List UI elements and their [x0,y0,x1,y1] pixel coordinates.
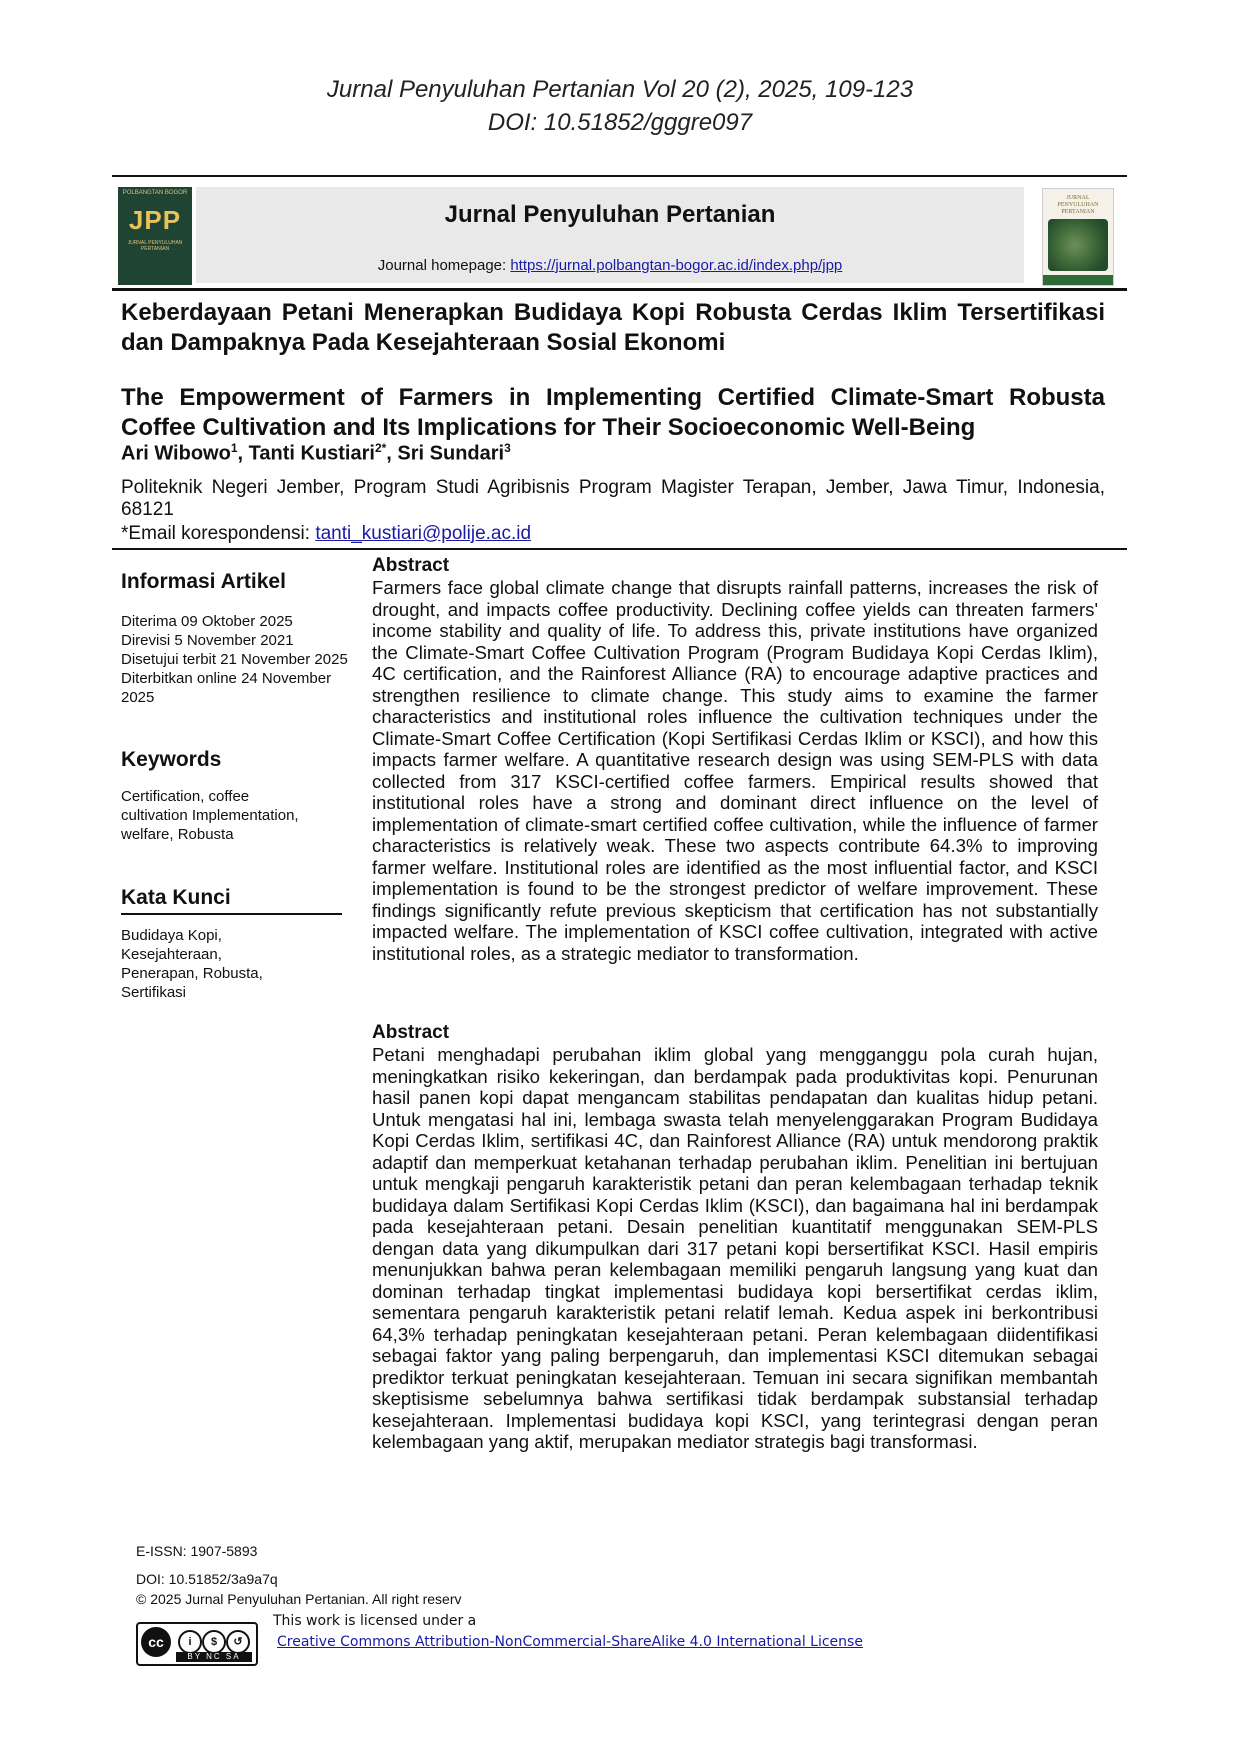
kata-kunci-rule [121,913,342,915]
nc-icon: $ [202,1630,226,1654]
copyright: © 2025 Jurnal Penyuluhan Pertanian. All right reserv [136,1591,462,1607]
footer-doi: DOI: 10.51852/3a9a7q [136,1571,278,1587]
abstract-english-text: Farmers face global climate change that disrupts rainfall patterns, increases the risk of drought, and impacts coffee productivity. Declining coffee yields can threaten farmers' income stability and quality of life. To address this, private institutions have organized the Climate-Smart Coffee Cultivation Program (Program Budidaya Kopi Cerdas Iklim), 4C certification, and the Rainforest Alliance (RA) to encourage adaptive practices and strengthen resilience to climate change. This study aims to examine the farmer characteristics and institutional roles influence the cultivation techniques under the Climate-Smart Coffee Certification (Kopi Sertifikasi Cerdas Iklim or KSCI), and how this impacts farmer welfare. A quantitative research design was using SEM-PLS with data collected from 317 KSCI-certified coffee farmers. Empirical results showed that institutional roles have a strong and dominant direct influence on the level of implementation of climate-smart certified coffee cultivation, while the influence of farmer characteristics is relatively weak. These two aspects contribute 64.3% to improving farmer welfare. Institutional roles are identified as the most influential factor, and KSCI implementation is found to be the strongest predictor of welfare improvement. These findings significantly refute previous skepticism that certification has not substantially impacted welfare. The implementation of KSCI coffee cultivation, integrated with active institutional roles, as a strategic mediator to transformation. [372,577,1098,964]
homepage-label: Journal homepage: [377,257,511,274]
journal-name: Jurnal Penyuluhan Pertanian [444,201,776,228]
keywords-heading: Keywords [121,748,222,771]
date-revised: Direvisi 5 November 2021 [121,632,294,649]
date-published: Diterbitkan online 24 November 2025 [121,670,332,706]
email-link[interactable]: tanti_kustiari@polije.ac.id [315,523,532,544]
abstract-indonesian-heading: Abstract [372,1022,450,1043]
journal-banner [114,183,1126,287]
logo-subcaption: JURNAL PENYULUHAN PERTANIAN [127,240,183,252]
license-intro: This work is licensed under a [273,1613,477,1629]
by-icon: i [178,1630,202,1654]
date-received: Diterima 09 Oktober 2025 [121,613,293,630]
license-link[interactable]: Creative Commons Attribution-NonCommercial-ShareAlike 4.0 International License [277,1634,863,1650]
kata-kunci-heading: Kata Kunci [121,886,231,909]
author-name: Sri Sundari [397,442,505,465]
banner-band [196,187,1024,283]
cc-icon: cc [141,1627,171,1657]
section-rule [112,548,1127,550]
author-affiliation-mark: 2* [374,441,387,455]
cover-title: JURNAL PENYULUHAN PERTANIAN [1057,195,1099,215]
sa-icon: ↺ [226,1630,250,1654]
article-info-heading: Informasi Artikel [121,570,286,593]
author-name: Tanti Kustiari [248,442,375,465]
title-indonesian: Keberdayaan Petani Menerapkan Budidaya Kopi Robusta Cerdas Iklim Tersertifikasi dan Dampaknya Pada Kesejahteraan Sosial Ekonomi [121,299,1105,356]
author-affiliation-mark: 3 [504,441,511,455]
date-accepted: Disetujui terbit 21 November 2025 [121,651,348,668]
abstract-english-heading: Abstract [372,555,450,576]
homepage-link[interactable]: https://jurnal.polbangtan-bogor.ac.id/index.php/jpp [510,257,843,274]
keywords-list: Certification, coffee cultivation Implementation, welfare, Robusta [121,788,299,843]
cover-photo [1048,219,1108,271]
journal-cover-thumbnail [1042,188,1114,286]
article-dates [121,612,359,707]
running-header-citation: Jurnal Penyuluhan Pertanian Vol 20 (2), 2025, 109-123 [326,76,914,103]
logo-caption: POLBANGTAN BOGOR [122,190,188,196]
email-label: *Email korespondensi: [121,523,316,544]
correspondence-email [121,523,531,545]
eissn: E-ISSN: 1907-5893 [136,1543,258,1559]
journal-homepage [196,257,1024,274]
title-english: The Empowerment of Farmers in Implementing Certified Climate-Smart Robusta Coffee Cultivation and Its Implications for Their Socioeconomic Well-Being [121,384,1105,441]
logo-text: JPP [128,205,182,235]
kata-kunci-list: Budidaya Kopi, Kesejahteraan, Penerapan, Robusta, Sertifikasi [121,927,263,1001]
cover-footer [1043,275,1113,285]
cc-license-badge[interactable] [136,1622,258,1666]
author-affiliation-mark: 1 [230,441,238,455]
running-header-doi: DOI: 10.51852/gggre097 [487,109,753,136]
cc-badge-label: BY NC SA [176,1652,252,1662]
author-list: Ari Wibowo$^1$, Tanti Kustiari$^{2*}$, Sri Sundari$^3$ [121,441,511,465]
header-rule-top [112,175,1127,177]
author-name: Ari Wibowo [121,442,231,465]
header-rule-bottom [112,288,1127,291]
abstract-indonesian-text: Petani menghadapi perubahan iklim global yang mengganggu pola curah hujan, meningkatkan risiko kekeringan, dan berdampak pada produktivitas kopi. Penurunan hasil panen kopi dapat mengancam stabilitas pendapatan dan kualitas hidup petani. Untuk mengatasi hal ini, lembaga swasta telah menyelenggarakan Program Budidaya Kopi Cerdas Iklim, sertifikasi 4C, dan Rainforest Alliance (RA) untuk mendorong praktik adaptif dan memperkuat ketahanan terhadap perubahan iklim. Penelitian ini bertujuan untuk mengkaji pengaruh karakteristik petani dan peran kelembagaan terhadap teknik budidaya dalam Sertifikasi Kopi Cerdas Iklim (KSCI), dan bagaimana hal ini berdampak pada kesejahteraan petani. Desain penelitian kuantitatif menggunakan SEM-PLS dengan data yang dikumpulkan dari 317 petani kopi bersertifikat KSCI. Hasil empiris menunjukkan bahwa peran kelembagaan memiliki pengaruh langsung yang kuat dan dominan terhadap tingkat implementasi budidaya kopi bersertifikat cerdas iklim, sementara pengaruh karakteristik petani relatif lemah. Kedua aspek ini berkontribusi 64,3% terhadap peningkatan kesejahteraan petani. Peran kelembagaan diidentifikasi sebagai faktor yang paling berpengaruh, dan implementasi KSCI ditemukan sebagai prediktor terkuat peningkatan kesejahteraan. Temuan ini secara signifikan membantah skeptisisme sebelumnya bahwa sertifikasi tidak berdampak substansial terhadap kesejahteraan. Implementasi budidaya kopi KSCI, yang terintegrasi dengan peran kelembagaan yang aktif, merupakan mediator strategis bagi transformasi. [372,1044,1098,1452]
journal-logo [118,187,192,285]
affiliation: Politeknik Negeri Jember, Program Studi Agribisnis Program Magister Terapan, Jember, Jawa Timur, Indonesia, 68121 [121,477,1105,520]
